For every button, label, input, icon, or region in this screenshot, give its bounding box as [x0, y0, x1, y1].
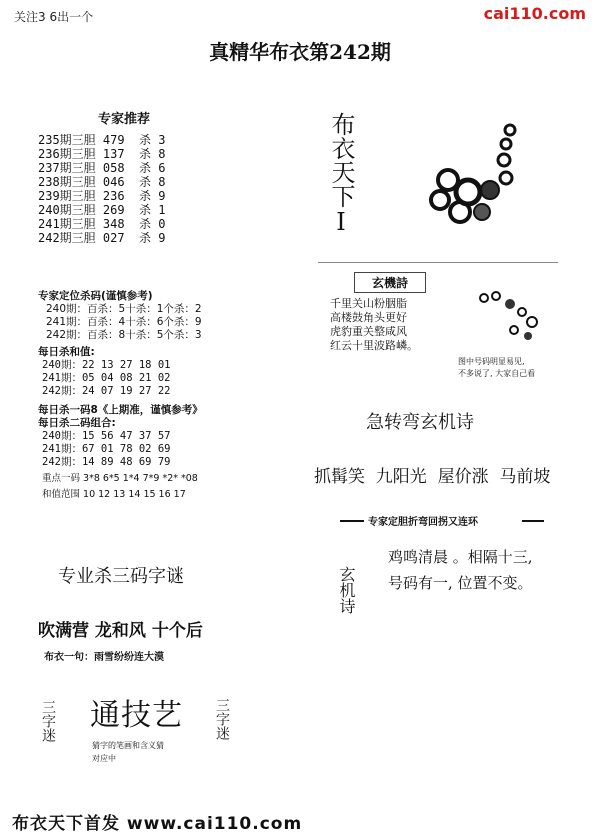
phrase-line: 抓髯笑 九阳光 屋价涨 马前坡	[314, 467, 551, 487]
daily-sum-row: 240期：22 13 27 18 01	[42, 359, 171, 371]
follow-text: 关注3 6出一个	[14, 10, 94, 24]
riddle-big-word: 通技艺	[90, 698, 183, 733]
key-number-line: 重点一码 3*8 6*5 1*4 7*9 *2* *08	[42, 473, 198, 484]
poem-heading: 玄機詩	[354, 272, 426, 293]
brand-link[interactable]: cai110.com	[483, 4, 586, 23]
poem-block	[330, 272, 450, 353]
daily-sum-heading: 每日杀和值:	[38, 346, 95, 358]
daily-kill-section	[38, 404, 288, 501]
daily-two-row: 240期：15 56 47 37 57	[42, 430, 171, 442]
daily-one-heading: 每日杀一码8《上期准，谨慎参考》	[38, 404, 203, 416]
right-vertical-title: 布衣天下I	[327, 112, 355, 236]
chain-illustration	[474, 286, 554, 346]
mystic-poem-label: 玄机诗	[337, 566, 356, 614]
position-kill-row: 241期：百杀：4十杀：6个杀：9	[46, 316, 202, 328]
riddle-line: 吹满营 龙和风 十个后	[38, 621, 203, 641]
poem2-line: 鸡鸣清晨 。相隔十三,	[388, 548, 533, 566]
beads-illustration	[420, 120, 530, 230]
riddle-right-label: 三字迷	[214, 698, 230, 740]
banner-left-rule	[340, 520, 364, 522]
poem2-line: 号码有一, 位置不变。	[388, 574, 533, 592]
expert-row: 236期三胆 137 杀 8	[38, 147, 166, 161]
riddle-note: 猜字的笔画和含义猜	[92, 741, 164, 750]
riddle-sentence: 布衣一句：雨雪纷纷连大漠	[44, 652, 164, 663]
riddle-heading: 专业杀三码字谜	[58, 566, 184, 587]
poem-line: 高楼鼓角头更好	[330, 311, 407, 324]
expert-row: 235期三胆 479 杀 3	[38, 133, 166, 147]
daily-two-row: 241期：67 01 78 02 69	[42, 443, 171, 455]
pic-caption: 图中号码明显易见,	[458, 357, 525, 366]
position-kill-row: 240期：百杀：5十杀：1个杀：2	[46, 303, 202, 315]
position-kill-section	[38, 290, 278, 342]
daily-two-row: 242期：14 89 48 69 79	[42, 456, 171, 468]
expert-row: 238期三胆 046 杀 8	[38, 175, 166, 189]
poem-line: 千里关山粉胭脂	[330, 297, 407, 310]
expert-row: 241期三胆 348 杀 0	[38, 217, 166, 231]
top-bar	[0, 0, 600, 28]
daily-sum-row: 242期：24 07 19 27 22	[42, 385, 171, 397]
position-kill-heading: 专家定位杀码(谨慎参考)	[38, 290, 153, 302]
footer-text: 布衣天下首发 www.cai110.com	[12, 814, 303, 834]
right-divider	[318, 262, 558, 263]
poem-line: 红云十里波路嶙。	[330, 339, 418, 352]
expert-row: 239期三胆 236 杀 9	[38, 189, 166, 203]
expert-section	[38, 108, 238, 245]
riddle-left-label: 三字迷	[40, 700, 56, 742]
expert-row: 242期三胆 027 杀 9	[38, 231, 166, 245]
pic-caption: 不多说了, 大家自己看	[458, 369, 536, 378]
position-kill-row: 242期：百杀：8十杀：5个杀：3	[46, 329, 202, 341]
daily-two-heading: 每日杀二码组合:	[38, 417, 116, 429]
banner-right-rule	[522, 520, 544, 522]
expert-heading: 专家推荐	[98, 112, 151, 127]
urgent-title: 急转弯玄机诗	[366, 412, 474, 433]
riddle-note: 对应中	[92, 754, 116, 763]
page-title: 真精华布衣第242期	[209, 40, 391, 64]
expert-row: 240期三胆 269 杀 1	[38, 203, 166, 217]
banner-text: 专家定胆折弯回拐又连环	[368, 517, 478, 528]
sum-range-line: 和值范围 10 12 13 14 15 16 17	[42, 489, 186, 500]
poem-line: 虎豹重关整咸风	[330, 325, 407, 338]
expert-row: 237期三胆 058 杀 6	[38, 161, 166, 175]
daily-sum-section	[38, 346, 278, 398]
daily-sum-row: 241期：05 04 08 21 02	[42, 372, 171, 384]
